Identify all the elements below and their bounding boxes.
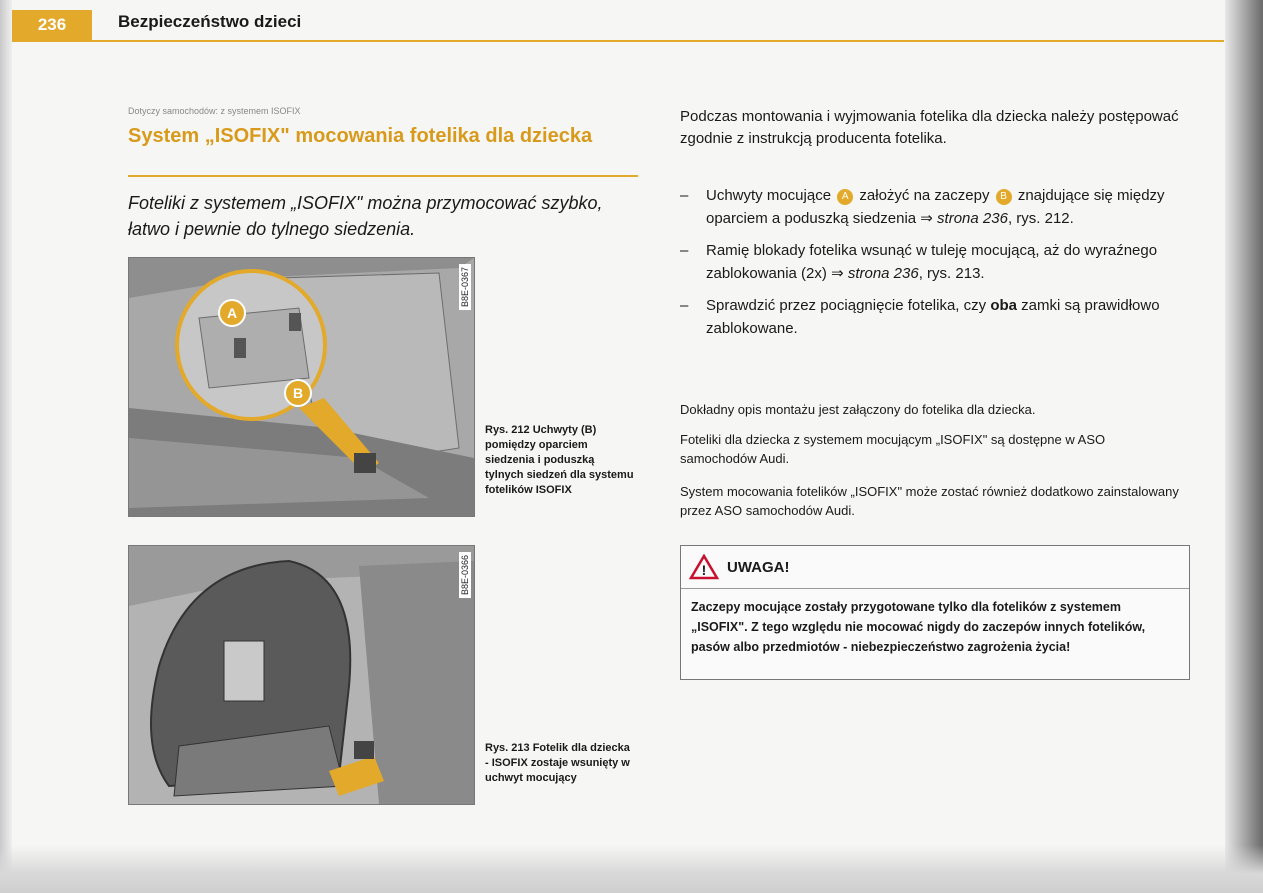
page-number: 236 — [12, 10, 92, 40]
note-availability: Foteliki dla dziecka z systemem mocującym „ISOFIX" są dostępne w ASO samochodów Audi. — [680, 432, 1106, 466]
figure-code: B8E-0367 — [459, 264, 471, 310]
list-item — [680, 239, 1180, 285]
note-installation: System mocowania fotelików „ISOFIX" może zostać również dodatkowo zainstalowany przez ASO samochodów Audi. — [680, 484, 1179, 518]
list-item — [680, 294, 1180, 340]
figure-213 — [128, 545, 475, 805]
figure-212 — [128, 257, 475, 517]
page-bottom-edge — [0, 845, 1263, 893]
header-divider — [12, 40, 1224, 42]
bullet-dash: – — [680, 297, 689, 314]
figure-213-caption: Rys. 213 Fotelik dla dziecka - ISOFIX zostaje wsunięty w uchwyt mocujący — [485, 742, 630, 784]
child-seat-illustration — [129, 546, 474, 804]
section-title: System „ISOFIX" mocowania fotelika dla dziecka — [128, 125, 593, 147]
page-reference: strona 236 — [937, 210, 1008, 227]
note-assembly: Dokładny opis montażu jest załączony do fotelika dla dziecka. — [680, 402, 1036, 417]
warning-text: Zaczepy mocujące zostały przygotowane tylko dla fotelików z systemem „ISOFIX". Z tego względu nie mocować nigdy do zaczepów innych fotelików, pasów albo przedmiotów - niebezpieczeństwo zagrożenia życia! — [691, 600, 1146, 654]
figure-212-caption: Rys. 212 Uchwyty (B) pomiędzy oparciem siedzenia i poduszką tylnych siedzeń dla systemu fotelików ISOFIX — [485, 424, 634, 496]
step-text: znajdujące się między oparciem a poduszką siedzenia — [706, 187, 1165, 227]
page-reference: strona 236 — [847, 265, 919, 282]
step-text: Sprawdzić przez pociągnięcie fotelika, czy — [706, 297, 987, 314]
warning-box — [680, 545, 1190, 680]
instruction-steps — [680, 184, 1180, 349]
list-item — [680, 184, 1180, 230]
arrow-icon: ⇒ — [831, 265, 844, 282]
callout-a-marker: A — [218, 299, 246, 327]
page-binding-shadow — [1225, 0, 1263, 893]
callout-b-marker: B — [284, 379, 312, 407]
step-text: Ramię blokady fotelika wsunąć w tuleję mocującą, aż do wyraźnego zablokowania (2x) — [706, 242, 1158, 282]
page-header-title: Bezpieczeństwo dzieci — [118, 12, 302, 31]
warning-header — [681, 546, 1189, 589]
warning-triangle-icon — [689, 554, 719, 580]
section-lead: Foteliki z systemem „ISOFIX" można przymocować szybko, łatwo i pewnie do tylnego siedzenia. — [128, 193, 603, 239]
section-applicability: Dotyczy samochodów: z systemem ISOFIX — [128, 106, 301, 116]
svg-text:!: ! — [701, 562, 707, 578]
page-left-edge — [0, 0, 12, 893]
step-text: Uchwyty mocujące — [706, 187, 832, 204]
step-text: , rys. 212. — [1007, 210, 1074, 227]
label-a-icon: A — [837, 189, 853, 205]
arrow-icon: ⇒ — [920, 210, 933, 227]
step-text: , rys. 213. — [918, 265, 985, 282]
section-divider — [128, 175, 638, 177]
label-b-icon: B — [996, 189, 1012, 205]
instruction-intro: Podczas montowania i wyjmowania fotelika dla dziecka należy postępować zgodnie z instrukcją producenta fotelika. — [680, 108, 1179, 147]
emphasis-text: oba — [990, 297, 1017, 314]
bullet-dash: – — [680, 187, 689, 204]
bullet-dash: – — [680, 242, 689, 259]
step-text: założyć na zaczepy — [859, 187, 990, 204]
warning-title: UWAGA! — [727, 558, 790, 576]
figure-code: B8E-0366 — [459, 552, 471, 598]
step-text: zamki są prawidłowo zablokowane. — [706, 297, 1160, 337]
